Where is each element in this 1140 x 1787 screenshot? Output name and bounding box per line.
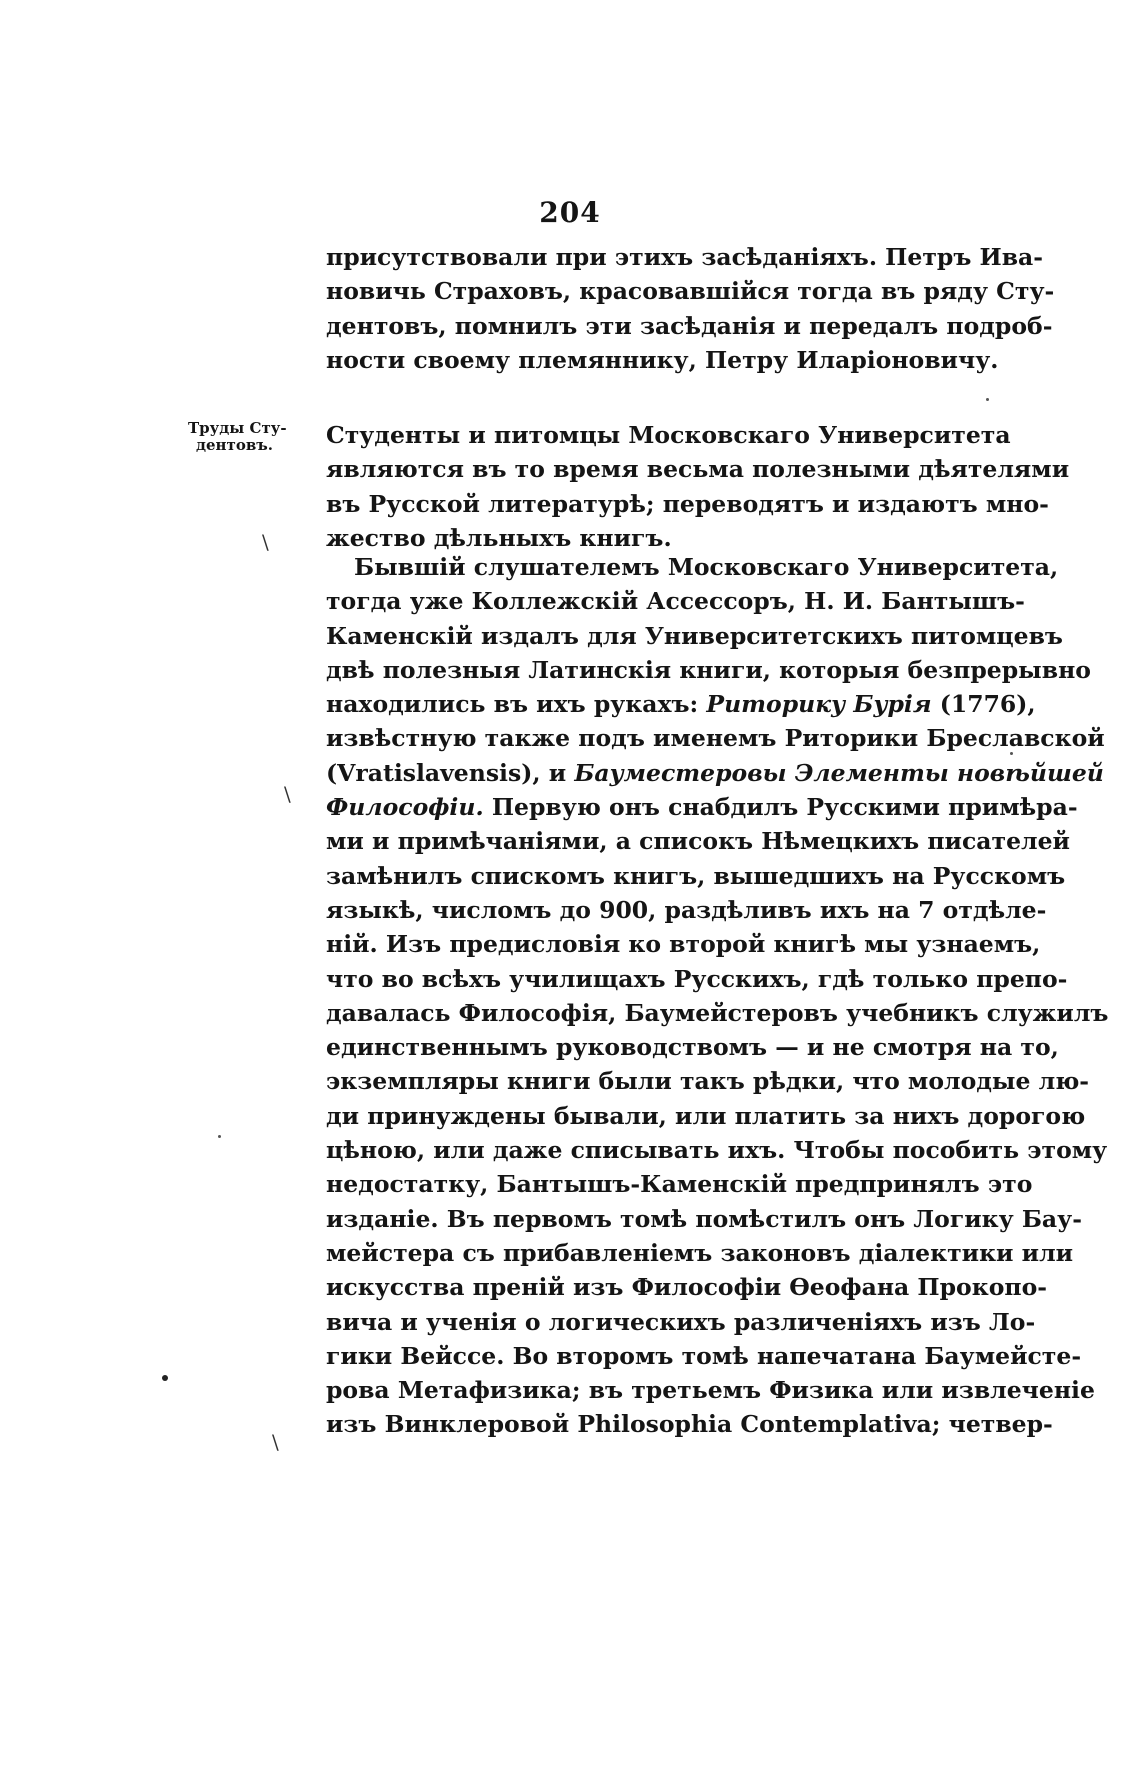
text-line: въ Русской литературѣ; переводятъ и издаютъ мно- (326, 489, 1049, 518)
text-line: давалась Философія, Баумейстеровъ учебникъ служилъ (326, 998, 1109, 1027)
text-line: дентовъ, помнилъ эти засѣданія и передалъ подроб- (326, 311, 1053, 340)
text-run: Первую онъ снабдилъ Русскими примѣра- (491, 793, 1078, 822)
text-run: (Vratislavensis), и (326, 758, 567, 787)
scan-speck (1010, 752, 1013, 755)
scan-mark: \ (262, 530, 269, 554)
text-line: единственнымъ руководствомъ — и не смотря на то, (326, 1033, 1059, 1062)
text-line: тогда уже Коллежскій Ассессоръ, Н. И. Бантышъ- (326, 587, 1025, 616)
text-line: недостатку, Бантышъ-Каменскій предпринялъ это (326, 1170, 1033, 1199)
text-line: что во всѣхъ училищахъ Русскихъ, гдѣ только препо- (326, 964, 1068, 993)
text-line (326, 790, 1078, 824)
text-line: двѣ полезныя Латинскія книги, которыя безпрерывно (326, 655, 1091, 684)
text-line: искусства преній изъ Философіи Өеофана Прокопо- (326, 1273, 1048, 1302)
text-line: жество дѣльныхъ книгъ. (326, 523, 672, 552)
text-line: замѣнилъ спискомъ книгъ, вышедшихъ на Русскомъ (326, 861, 1066, 890)
text-line: извѣстную также подъ именемъ Риторики Бреславской (326, 724, 1105, 753)
text-line: новичь Страховъ, красовавшійся тогда въ ряду Сту- (326, 277, 1055, 306)
text-line: цѣною, или даже списывать ихъ. Чтобы пособить этому (326, 1136, 1108, 1165)
text-line: Каменскій издалъ для Университетскихъ питомцевъ (326, 621, 1063, 650)
margin-note (188, 420, 328, 454)
scan-dot (162, 1375, 168, 1381)
text-run: (1776), (939, 690, 1036, 719)
scan-mark: \ (284, 782, 291, 806)
text-line: присутствовали при этихъ засѣданіяхъ. Петръ Ива- (326, 243, 1044, 271)
scan-speck (986, 398, 989, 401)
scan-speck (218, 1135, 221, 1138)
book-title-rhetoric: Риторику Бурія (706, 690, 932, 719)
text-line: Студенты и питомцы Московскаго Университета (326, 421, 1011, 449)
paragraph-students (326, 418, 1070, 555)
text-line: ди принуждены бывали, или платить за нихъ дорогою (326, 1101, 1086, 1130)
page-number: 204 (539, 196, 601, 229)
text-line: вича и ученія о логическихъ различеніяхъ изъ Ло- (326, 1307, 1036, 1336)
margin-note-line: дентовъ. (196, 436, 273, 454)
text-line: ній. Изъ предисловія ко второй книгѣ мы узнаемъ, (326, 930, 1041, 959)
book-title-elements: Бауместеровы Элементы новѣйшей (574, 758, 1104, 787)
text-line: ности своему племяннику, Петру Иларіоновичу. (326, 345, 999, 374)
text-line: изъ Винклеровой Philosophia Contemplativa; четвер- (326, 1410, 1053, 1439)
text-run: находились въ ихъ рукахъ: (326, 690, 699, 719)
text-line: Бывшій слушателемъ Московскаго Университета, (354, 553, 1059, 581)
text-line: изданіе. Въ первомъ томѣ помѣстилъ онъ Логику Бау- (326, 1204, 1082, 1233)
text-line: рова Метафизика; въ третьемъ Физика или извлеченіе (326, 1376, 1095, 1405)
scan-mark: \ (272, 1430, 279, 1454)
text-line: мейстера съ прибавленіемъ законовъ діалектики или (326, 1238, 1074, 1267)
margin-note-line: Труды Сту- (188, 419, 287, 437)
paragraph-continuation (326, 240, 1055, 377)
text-line: языкѣ, числомъ до 900, раздѣливъ ихъ на 7 отдѣле- (326, 895, 1047, 924)
text-line (326, 687, 1036, 721)
text-line: ми и примѣчаніями, а списокъ Нѣмецкихъ писателей (326, 827, 1070, 856)
text-line (326, 756, 1104, 790)
paragraph-bantysh (326, 550, 1109, 1442)
text-line: являются въ то время весьма полезными дѣятелями (326, 455, 1070, 484)
book-title-philosophy: Философіи. (326, 793, 484, 822)
text-line: экземпляры книги были такъ рѣдки, что молодые лю- (326, 1067, 1090, 1096)
text-line: гики Вейссе. Во второмъ томѣ напечатана Баумейсте- (326, 1341, 1082, 1370)
